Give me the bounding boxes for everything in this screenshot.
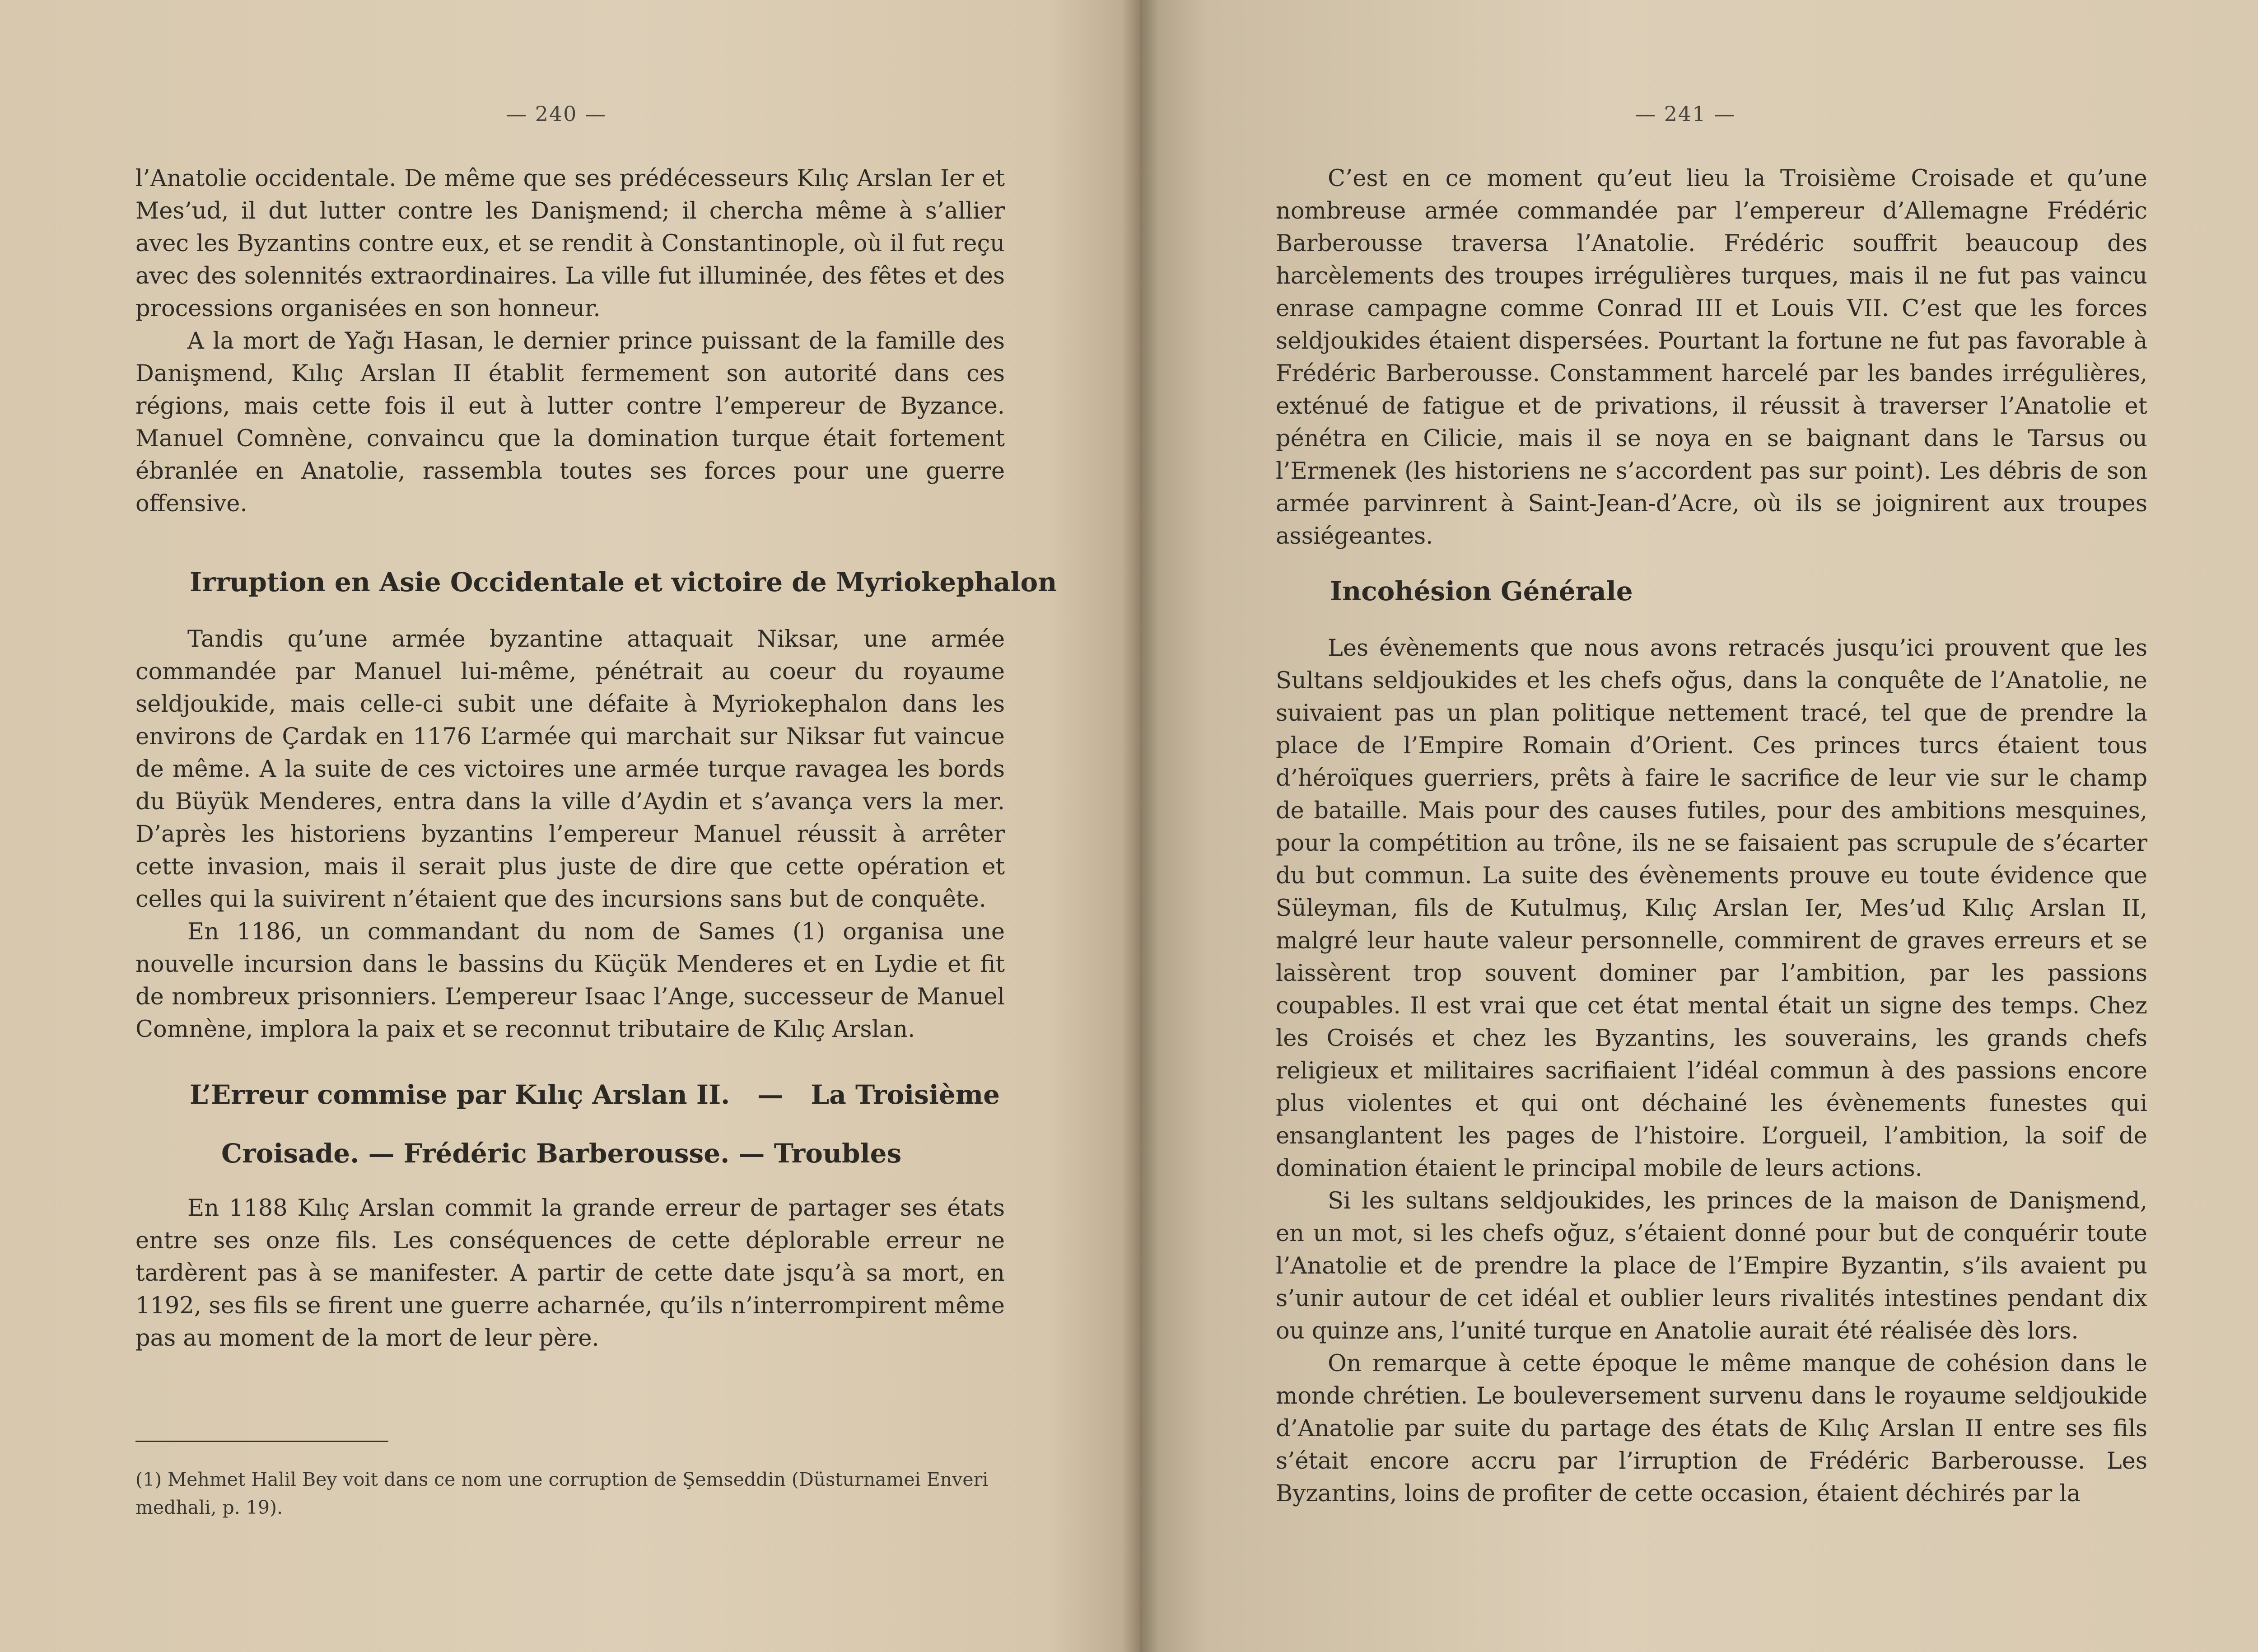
section-text: [1276, 632, 2147, 1510]
paragraph: Si les sultans seldjoukides, les princes de la maison de Danişmend, en un mot, si les chefs oğuz, s’étaient donné pour but de conquérir toute l’Anatolie et de prendre la place de l’Empire Byzantin, s’ils avaient pu s’unir autour de cet idéal et oublier leurs rivalités intestines pendant dix ou quinze ans, l’unité turque en Anatolie aurait été réalisée dès lors.: [1276, 1188, 2147, 1344]
section-heading: Croisade. — Frédéric Barberousse. — Troubles: [221, 1138, 902, 1169]
page-number: — 240 —: [506, 102, 607, 126]
paragraph: Tandis qu’une armée byzantine attaquait Niksar, une armée commandée par Manuel lui-même, pénétrait au coeur du royaume seldjoukide, mais celle-ci subit une défaite à Myriokephalon dans les environs de Çardak en 1176 L’armée qui marchait sur Niksar fut vaincue de même. A la suite de ces victoires une armée turque ravagea les bords du Büyük Menderes, entra dans la ville d’Aydin et s’avança vers la mer. D’après les historiens byzantins l’empereur Manuel réussit à arrêter cette invasion, mais il serait plus juste de dire que cette opération et celles qui la suivirent n’étaient que des incursions sans but de conquête.: [135, 626, 1005, 913]
paragraph: En 1186, un commandant du nom de Sames (1) organisa une nouvelle incursion dans le bassins du Küçük Menderes et en Lydie et fit de nombreux prisonniers. L’empereur Isaac l’Ange, successeur de Manuel Comnène, implora la paix et se reconnut tributaire de Kılıç Arslan.: [135, 919, 1005, 1043]
section-text: [135, 623, 1005, 1046]
section-heading: Irruption en Asie Occidentale et victoire de Myriokephalon: [190, 567, 1057, 597]
section-heading: Incohésion Générale: [1330, 576, 1633, 607]
paragraph: On remarque à cette époque le même manque de cohésion dans le monde chrétien. Le bouleversement survenu dans le royaume seldjoukide d’Anatolie par suite du partage des états de Kılıç Arslan II entre ses fils s’était encore accru par l’irruption de Frédéric Barberousse. Les Byzantins, loins de profiter de cette occasion, étaient déchirés par la: [1276, 1350, 2147, 1507]
intro-text: [135, 163, 1005, 520]
paragraph: A la mort de Yağı Hasan, le dernier prince puissant de la famille des Danişmend, Kılıç Arslan II établit fermement son autorité dans ces régions, mais cette fois il eut à lutter contre l’empereur de Byzance. Manuel Comnène, convaincu que la domination turque était fortement ébranlée en Anatolie, rassembla toutes ses forces pour une guerre offensive.: [135, 328, 1005, 517]
footnote-rule: [135, 1441, 388, 1442]
book-gutter: [1122, 0, 1158, 1652]
section-text: [135, 1192, 1005, 1355]
page-number: — 241 —: [1635, 102, 1736, 126]
section-heading: L’Erreur commise par Kılıç Arslan II. — La Troisième: [190, 1079, 1000, 1110]
paragraph: En 1188 Kılıç Arslan commit la grande erreur de partager ses états entre ses onze fils. Les conséquences de cette déplorable erreur ne tardèrent pas à se manifester. A partir de cette date jsqu’à sa mort, en 1192, ses fils se firent une guerre acharnée, qu’ils n’interrompirent même pas au moment de la mort de leur père.: [135, 1195, 1005, 1352]
section-text: [1276, 163, 2147, 553]
paragraph: Les évènements que nous avons retracés jusqu’ici prouvent que les Sultans seldjoukides et les chefs oğus, dans la conquête de l’Anatolie, ne suivaient pas un plan politique nettement tracé, tel que de prendre la place de l’Empire Romain d’Orient. Ces princes turcs étaient tous d’héroïques guerriers, prêts à faire le sacrifice de leur vie sur le champ de bataille. Mais pour des causes futiles, pour des ambitions mesquines, pour la compétition au trône, ils ne se faisaient pas scrupule de s’écarter du but commun. La suite des évènements prouve eu toute évidence que Süleyman, fils de Kutulmuş, Kılıç Arslan Ier, Mes’ud Kılıç Arslan II, malgré leur haute valeur personnelle, commirent de graves erreurs et se laissèrent trop souvent dominer par l’ambition, par les passions coupables. Il est vrai que cet état mental était un signe des temps. Chez les Croisés et chez les Byzantins, les souverains, les grands chefs religieux et militaires sacrifiaient l’idéal commun à des passions encore plus violentes et qui ont déchainé les évènements funestes qui ensanglantent les pages de l’histoire. L’orgueil, l’ambition, la soif de domination étaient le principal mobile de leurs actions.: [1276, 635, 2147, 1182]
right-page: [1140, 0, 2258, 1652]
footnote: (1) Mehmet Halil Bey voit dans ce nom une corruption de Şemseddin (Düsturnamei Enveri medhali, p. 19).: [135, 1469, 989, 1518]
paragraph: C’est en ce moment qu’eut lieu la Troisième Croisade et qu’une nombreuse armée commandée par l’empereur d’Allemagne Frédéric Barberousse traversa l’Anatolie. Frédéric souffrit beaucoup des harcèlements des troupes irrégulières turques, mais il ne fut pas vaincu enrase campagne comme Conrad III et Louis VII. C’est que les forces seldjoukides étaient dispersées. Pourtant la fortune ne fut pas favorable à Frédéric Barberousse. Constamment harcelé par les bandes irrégulières, exténué de fatigue et de privations, il réussit à traverser l’Anatolie et pénétra en Cilicie, mais il se noya en se baignant dans le Tarsus ou l’Ermenek (les historiens ne s’accordent pas sur point). Les débris de son armée parvinrent à Saint-Jean-d’Acre, où ils se joignirent aux troupes assiégeantes.: [1276, 165, 2147, 550]
paragraph: l’Anatolie occidentale. De même que ses prédécesseurs Kılıç Arslan Ier et Mes’ud, il dut lutter contre les Danişmend; il chercha même à s’allier avec les Byzantins contre eux, et se rendit à Constantinople, où il fut reçu avec des solennités extraordinaires. La ville fut illuminée, des fêtes et des processions organisées en son honneur.: [135, 165, 1005, 322]
